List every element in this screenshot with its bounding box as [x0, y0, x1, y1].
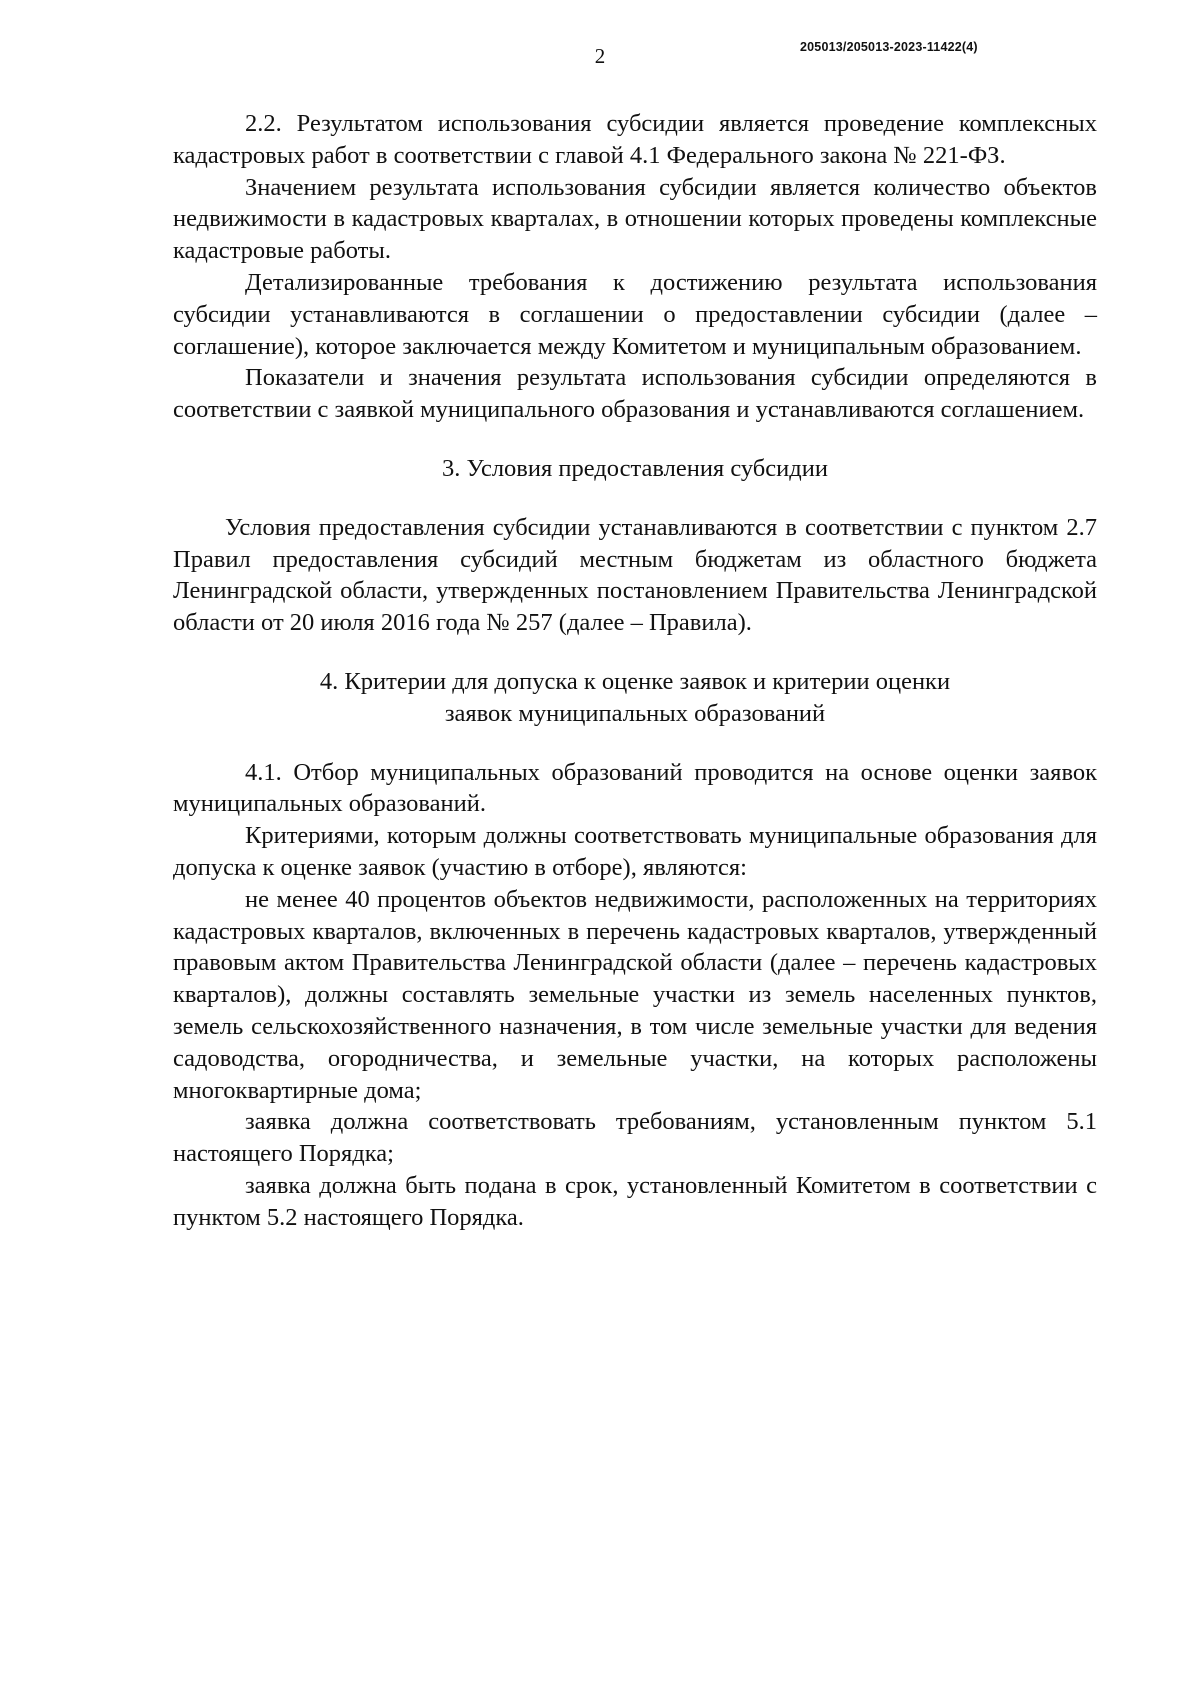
section-4-heading — [173, 666, 1097, 730]
paragraph-criterion-40-percent: не менее 40 процентов объектов недвижимости, расположенных на территориях кадастровых кварталов, включенных в перечень кадастровых кварталов, утвержденный правовым актом Правительства Ленинградской области (далее – перечень кадастровых кварталов), должны составлять земельные участки из земель населенных пунктов, земель сельскохозяйственного назначения, в том числе земельные участки для ведения садоводства, огородничества, и земельные участки, на которых расположены многоквартирные дома; — [173, 885, 1097, 1104]
section-3-heading: 3. Условия предоставления субсидии — [442, 454, 828, 482]
document-body — [173, 108, 1097, 1234]
section-4-heading-line-1: 4. Критерии для допуска к оценке заявок и критерии оценки — [319, 667, 951, 695]
paragraph-conditions: Условия предоставления субсидии устанавливаются в соответствии с пунктом 2.7 Правил предоставления субсидий местным бюджетам из областного бюджета Ленинградской области, утвержденных постановлением Правительства Ленинградской области от 20 июля 2016 года № 257 (далее – Правила). — [173, 513, 1097, 637]
paragraph-4-1: 4.1. Отбор муниципальных образований проводится на основе оценки заявок муниципальных образований. — [173, 758, 1097, 818]
paragraph-criterion-requirements: заявка должна соответствовать требованиям, установленным пунктом 5.1 настоящего Порядка; — [173, 1108, 1097, 1168]
paragraph-detailed-requirements: Детализированные требования к достижению результата использования субсидии устанавливаются в соглашении о предоставлении субсидии (далее – соглашение), которое заключается между Комитетом и муниципальным образованием. — [173, 268, 1097, 360]
section-4-heading-line-2: заявок муниципальных образований — [444, 699, 826, 727]
paragraph-criteria-intro: Критериями, которым должны соответствовать муниципальные образования для допуска к оценке заявок (участию в отборе), являются: — [173, 822, 1097, 881]
page-number: 2 — [594, 44, 606, 68]
paragraph-result-value: Значением результата использования субсидии является количество объектов недвижимости в кадастровых кварталах, в отношении которых проведены комплексные кадастровые работы. — [173, 173, 1097, 265]
document-id: 205013/205013-2023-11422(4) — [800, 40, 978, 54]
paragraph-2-2: 2.2. Результатом использования субсидии является проведение комплексных кадастровых работ в соответствии с главой 4.1 Федерального закона № 221-ФЗ. — [173, 110, 1097, 169]
paragraph-criterion-deadline: заявка должна быть подана в срок, установленный Комитетом в соответствии с пунктом 5.2 настоящего Порядка. — [173, 1171, 1097, 1231]
paragraph-indicators: Показатели и значения результата использования субсидии определяются в соответствии с заявкой муниципального образования и устанавливаются соглашением. — [173, 364, 1097, 424]
